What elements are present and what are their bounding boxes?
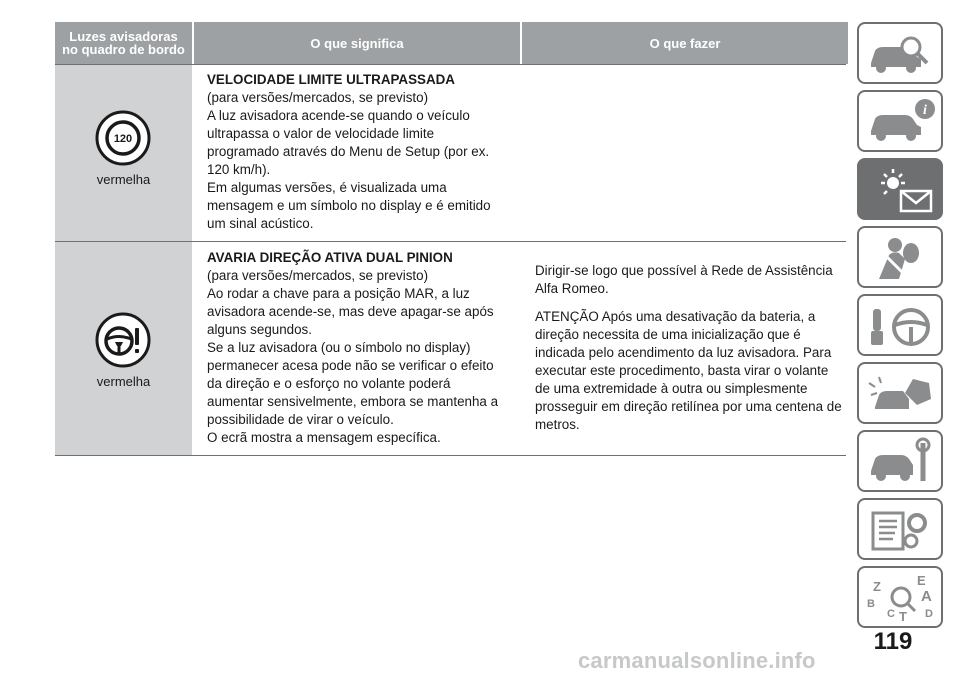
row1-meaning-line: Em algumas versões, é visualizada uma bbox=[207, 180, 447, 195]
header-meaning: O que significa bbox=[192, 22, 520, 64]
row1-meaning bbox=[207, 71, 513, 233]
car-info-icon bbox=[865, 97, 937, 147]
header-action: O que fazer bbox=[520, 22, 848, 64]
index-letter: T bbox=[899, 609, 907, 623]
car-search-icon bbox=[865, 29, 937, 79]
row1-meaning-title: VELOCIDADE LIMITE ULTRAPASSADA bbox=[207, 72, 455, 87]
row1-meaning-line: 120 km/h). bbox=[207, 162, 271, 177]
row2-action-paragraph: ATENÇÃO Após uma desativação da bateria, a direção necessita de uma inicialização que é indicada pelo acendimento da luz avisadora. Para executar este procedimento, basta virar o volante de uma extremidade à outra ou simplesmente prosseguir em direção retilínea por uma centena de metros. bbox=[535, 309, 842, 432]
row2-meaning-line: Ao rodar a chave para a posição MAR, a luz bbox=[207, 286, 470, 301]
row2-meaning-line: permanecer acesa pode não se verificar o efeito bbox=[207, 358, 494, 373]
tab-car-search[interactable] bbox=[857, 22, 943, 84]
tab-maintenance[interactable] bbox=[857, 430, 943, 492]
watermark: carmanualsonline.info bbox=[578, 648, 816, 673]
row-divider bbox=[55, 455, 846, 456]
index-letter: E bbox=[917, 573, 926, 588]
car-wrench-icon bbox=[865, 437, 937, 487]
row2-action-paragraph: Dirigir-se logo que possível à Rede de Assistência Alfa Romeo. bbox=[535, 263, 833, 296]
index-letter: A bbox=[921, 588, 932, 605]
header-warning-lights-line1: Luzes avisadoras bbox=[69, 29, 178, 44]
row2-meaning-line: (para versões/mercados, se previsto) bbox=[207, 268, 429, 283]
row1-meaning-line: mensagem e um símbolo no display e é emitido bbox=[207, 198, 491, 213]
row2-meaning-line: aumentar sensivelmente, embora se mantenha a bbox=[207, 394, 499, 409]
row2-meaning-line: avisadora acende-se, mas deve apagar-se após bbox=[207, 304, 494, 319]
page-number: 119 bbox=[873, 628, 913, 655]
row1-meaning-line: (para versões/mercados, se previsto) bbox=[207, 90, 429, 105]
speed-limit-120-icon bbox=[95, 110, 151, 166]
row2-meaning-line: da direção e o esforço no volante poderá bbox=[207, 376, 451, 391]
row1-meaning-line: um sinal acústico. bbox=[207, 216, 314, 231]
index-letter: D bbox=[925, 608, 933, 620]
svg-text:i: i bbox=[923, 103, 927, 118]
tab-warning-lights[interactable] bbox=[857, 158, 943, 220]
tab-safety[interactable] bbox=[857, 226, 943, 288]
specifications-gear-icon bbox=[865, 505, 937, 555]
header-warning-lights bbox=[55, 22, 192, 64]
tab-emergency[interactable] bbox=[857, 362, 943, 424]
row2-meaning-line: alguns segundos. bbox=[207, 322, 312, 337]
tab-index[interactable] bbox=[857, 566, 943, 628]
airbag-seatbelt-icon bbox=[865, 233, 937, 283]
row2-meaning-line: possibilidade de virar o veículo. bbox=[207, 412, 394, 427]
tab-starting-driving[interactable] bbox=[857, 294, 943, 356]
speed-limit-value: 120 bbox=[113, 133, 133, 145]
row2-meaning-line: Se a luz avisadora (ou o símbolo no display) bbox=[207, 340, 471, 355]
row2-color-label: vermelha bbox=[96, 374, 151, 389]
row1-meaning-line: A luz avisadora acende-se quando o veículo bbox=[207, 108, 470, 123]
steering-failure-icon bbox=[95, 312, 151, 368]
index-letter: C bbox=[887, 608, 895, 620]
row1-meaning-line: ultrapassa o valor de velocidade limite bbox=[207, 126, 435, 141]
tab-specifications[interactable] bbox=[857, 498, 943, 560]
row1-meaning-line: programado através do Menu de Setup (por ex. bbox=[207, 144, 490, 159]
tab-car-info[interactable] bbox=[857, 90, 943, 152]
header-warning-lights-line2: no quadro de bordo bbox=[62, 42, 185, 57]
key-steering-wheel-icon bbox=[865, 301, 937, 351]
alphabetical-index-icon bbox=[865, 573, 937, 623]
index-letter: Z bbox=[873, 579, 881, 594]
row1-color-label: vermelha bbox=[96, 172, 151, 187]
warning-light-message-icon bbox=[865, 165, 937, 215]
row2-meaning-title: AVARIA DIREÇÃO ATIVA DUAL PINION bbox=[207, 250, 453, 265]
row2-meaning-line: O ecrã mostra a mensagem específica. bbox=[207, 430, 441, 445]
row2-action bbox=[535, 262, 843, 444]
car-accident-icon bbox=[865, 369, 937, 419]
row-divider bbox=[55, 241, 846, 242]
index-letter: B bbox=[867, 598, 875, 610]
row2-meaning bbox=[207, 249, 513, 447]
